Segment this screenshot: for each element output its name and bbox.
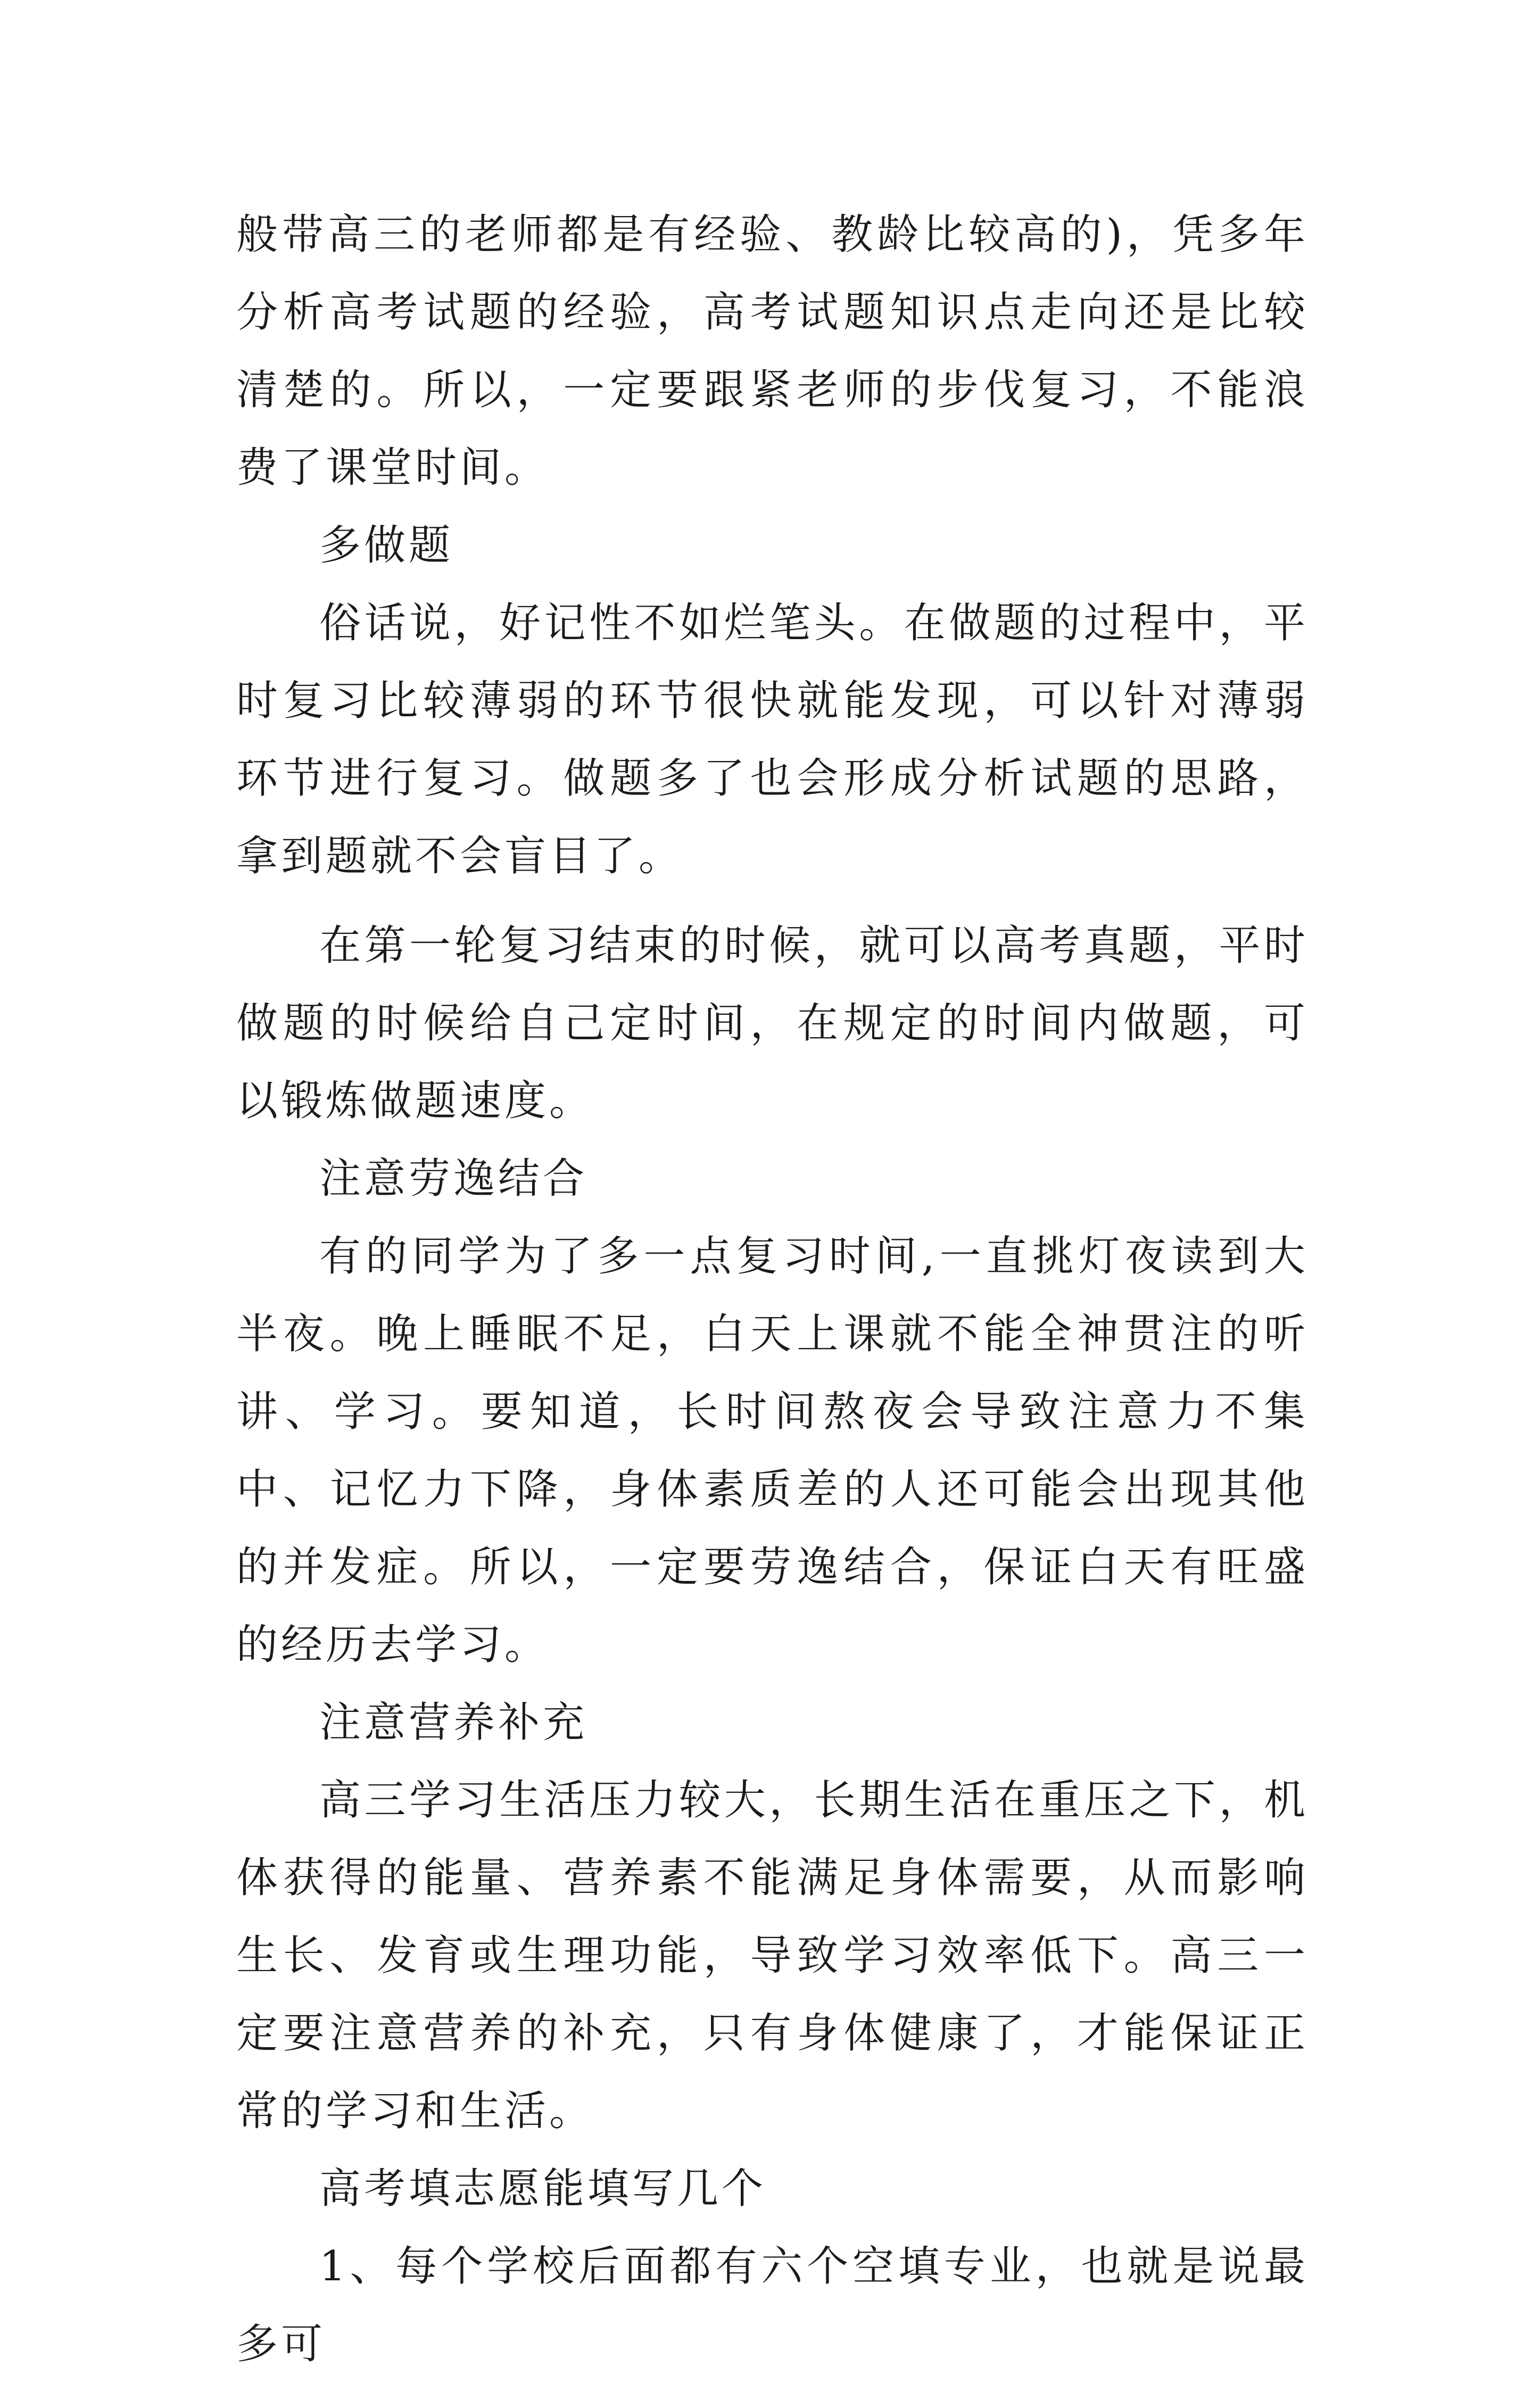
paragraph-practice-benefits: 俗话说，好记性不如烂笔头。在做题的过程中，平时复习比较薄弱的环节很快就能发现，可以针对薄弱环节进行复习。做题多了也会形成分析试题的思路，拿到题就不会盲目了。	[236, 599, 1309, 880]
paragraph-nutrition: 高三学习生活压力较大，长期生活在重压之下，机体获得的能量、营养素不能满足身体需要，从而影响生长、发育或生理功能，导致学习效率低下。高三一定要注意营养的补充，只有身体健康了，才能保证正常的学习和生活。	[236, 1776, 1309, 2135]
section-heading-rest-balance: 注意劳逸结合	[319, 1155, 588, 1203]
document-body	[236, 196, 1309, 2383]
section-heading-application-choices: 高考填志愿能填写几个	[319, 2165, 767, 2213]
paragraph-timed-practice: 在第一轮复习结束的时候，就可以高考真题，平时做题的时候给自己定时间，在规定的时间内做题，可以锻炼做题速度。	[236, 922, 1309, 1125]
paragraph-rest-balance: 有的同学为了多一点复习时间,一直挑灯夜读到大半夜。晚上睡眠不足，白天上课就不能全神贯注的听讲、学习。要知道，长时间熬夜会导致注意力不集中、记忆力下降，身体素质差的人还可能会出现其他的并发症。所以，一定要劳逸结合，保证白天有旺盛的经历去学习。	[236, 1232, 1309, 1669]
paragraph-application-choices: 1、每个学校后面都有六个空填专业，也就是说最多可	[236, 2243, 1309, 2368]
section-heading-practice: 多做题	[319, 522, 454, 569]
section-heading-nutrition: 注意营养补充	[319, 1699, 588, 1747]
paragraph-continuation: 般带高三的老师都是有经验、教龄比较高的)，凭多年分析高考试题的经验，高考试题知识点走向还是比较清楚的。所以，一定要跟紧老师的步伐复习，不能浪费了课堂时间。	[236, 211, 1309, 492]
